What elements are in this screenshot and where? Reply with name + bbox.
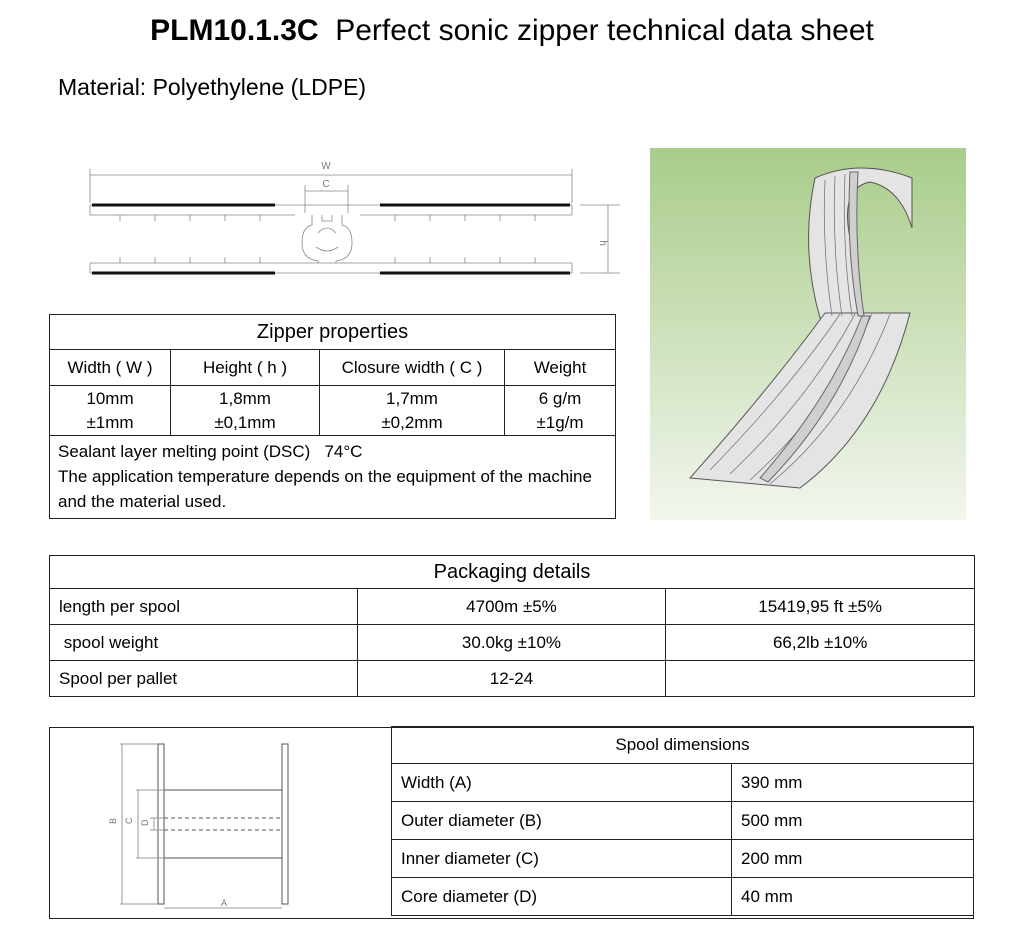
table-row <box>50 589 975 625</box>
table-row <box>50 625 975 661</box>
spool-label-c: C <box>124 817 134 824</box>
value-height: 1,8mm ±0,1mm <box>171 386 320 436</box>
height-label: h <box>597 240 608 246</box>
col-closure-width: Closure width ( C ) <box>320 350 505 386</box>
packaging-title: Packaging details <box>50 556 975 589</box>
zipper-cross-section-diagram <box>80 155 620 280</box>
table-row <box>392 878 974 916</box>
spool-label-a: A <box>220 898 228 908</box>
zipper-properties-table <box>49 314 616 519</box>
dimension-value: 200 mm <box>732 840 974 878</box>
dimension-label: Inner diameter (C) <box>392 840 732 878</box>
melting-point-note: Sealant layer melting point (DSC) 74°C The application temperature depends on the equipment of the machine and the material used. <box>50 436 616 519</box>
spool-dimensions-title: Spool dimensions <box>392 727 974 764</box>
dimension-label: Width (A) <box>392 764 732 802</box>
zipper-product-image <box>650 148 966 520</box>
row-metric-value: 12-24 <box>357 661 666 697</box>
spool-label-d: D <box>140 819 150 826</box>
row-metric-value: 30.0kg ±10% <box>357 625 666 661</box>
dimension-value: 390 mm <box>732 764 974 802</box>
zipper-properties-title: Zipper properties <box>50 315 616 350</box>
value-closure-width: 1,7mm ±0,2mm <box>320 386 505 436</box>
table-row <box>50 661 975 697</box>
material-label: Material: Polyethylene (LDPE) <box>58 74 367 100</box>
table-row <box>392 840 974 878</box>
dimension-value: 500 mm <box>732 802 974 840</box>
spool-dimensions-table <box>391 726 974 916</box>
spool-label-b: B <box>108 817 118 824</box>
row-imperial-value: 15419,95 ft ±5% <box>666 589 975 625</box>
value-width: 10mm ±1mm <box>50 386 171 436</box>
dimension-label: Outer diameter (B) <box>392 802 732 840</box>
row-metric-value: 4700m ±5% <box>357 589 666 625</box>
packaging-details-table <box>49 555 975 697</box>
title-text: Perfect sonic zipper technical data sheet <box>335 14 874 47</box>
row-label: Spool per pallet <box>50 661 358 697</box>
dimension-value: 40 mm <box>732 878 974 916</box>
row-label: spool weight <box>50 625 358 661</box>
row-label: length per spool <box>50 589 358 625</box>
row-imperial-value <box>666 661 975 697</box>
table-row <box>392 802 974 840</box>
page-title <box>0 14 1024 48</box>
row-imperial-value: 66,2lb ±10% <box>666 625 975 661</box>
col-width: Width ( W ) <box>50 350 171 386</box>
closure-label: C <box>322 179 330 190</box>
width-label: W <box>321 161 331 172</box>
table-row <box>392 764 974 802</box>
title-code: PLM10.1.3C <box>150 14 319 47</box>
col-weight: Weight <box>505 350 616 386</box>
col-height: Height ( h ) <box>171 350 320 386</box>
value-weight: 6 g/m ±1g/m <box>505 386 616 436</box>
dimension-label: Core diameter (D) <box>392 878 732 916</box>
spool-diagram <box>100 738 300 913</box>
